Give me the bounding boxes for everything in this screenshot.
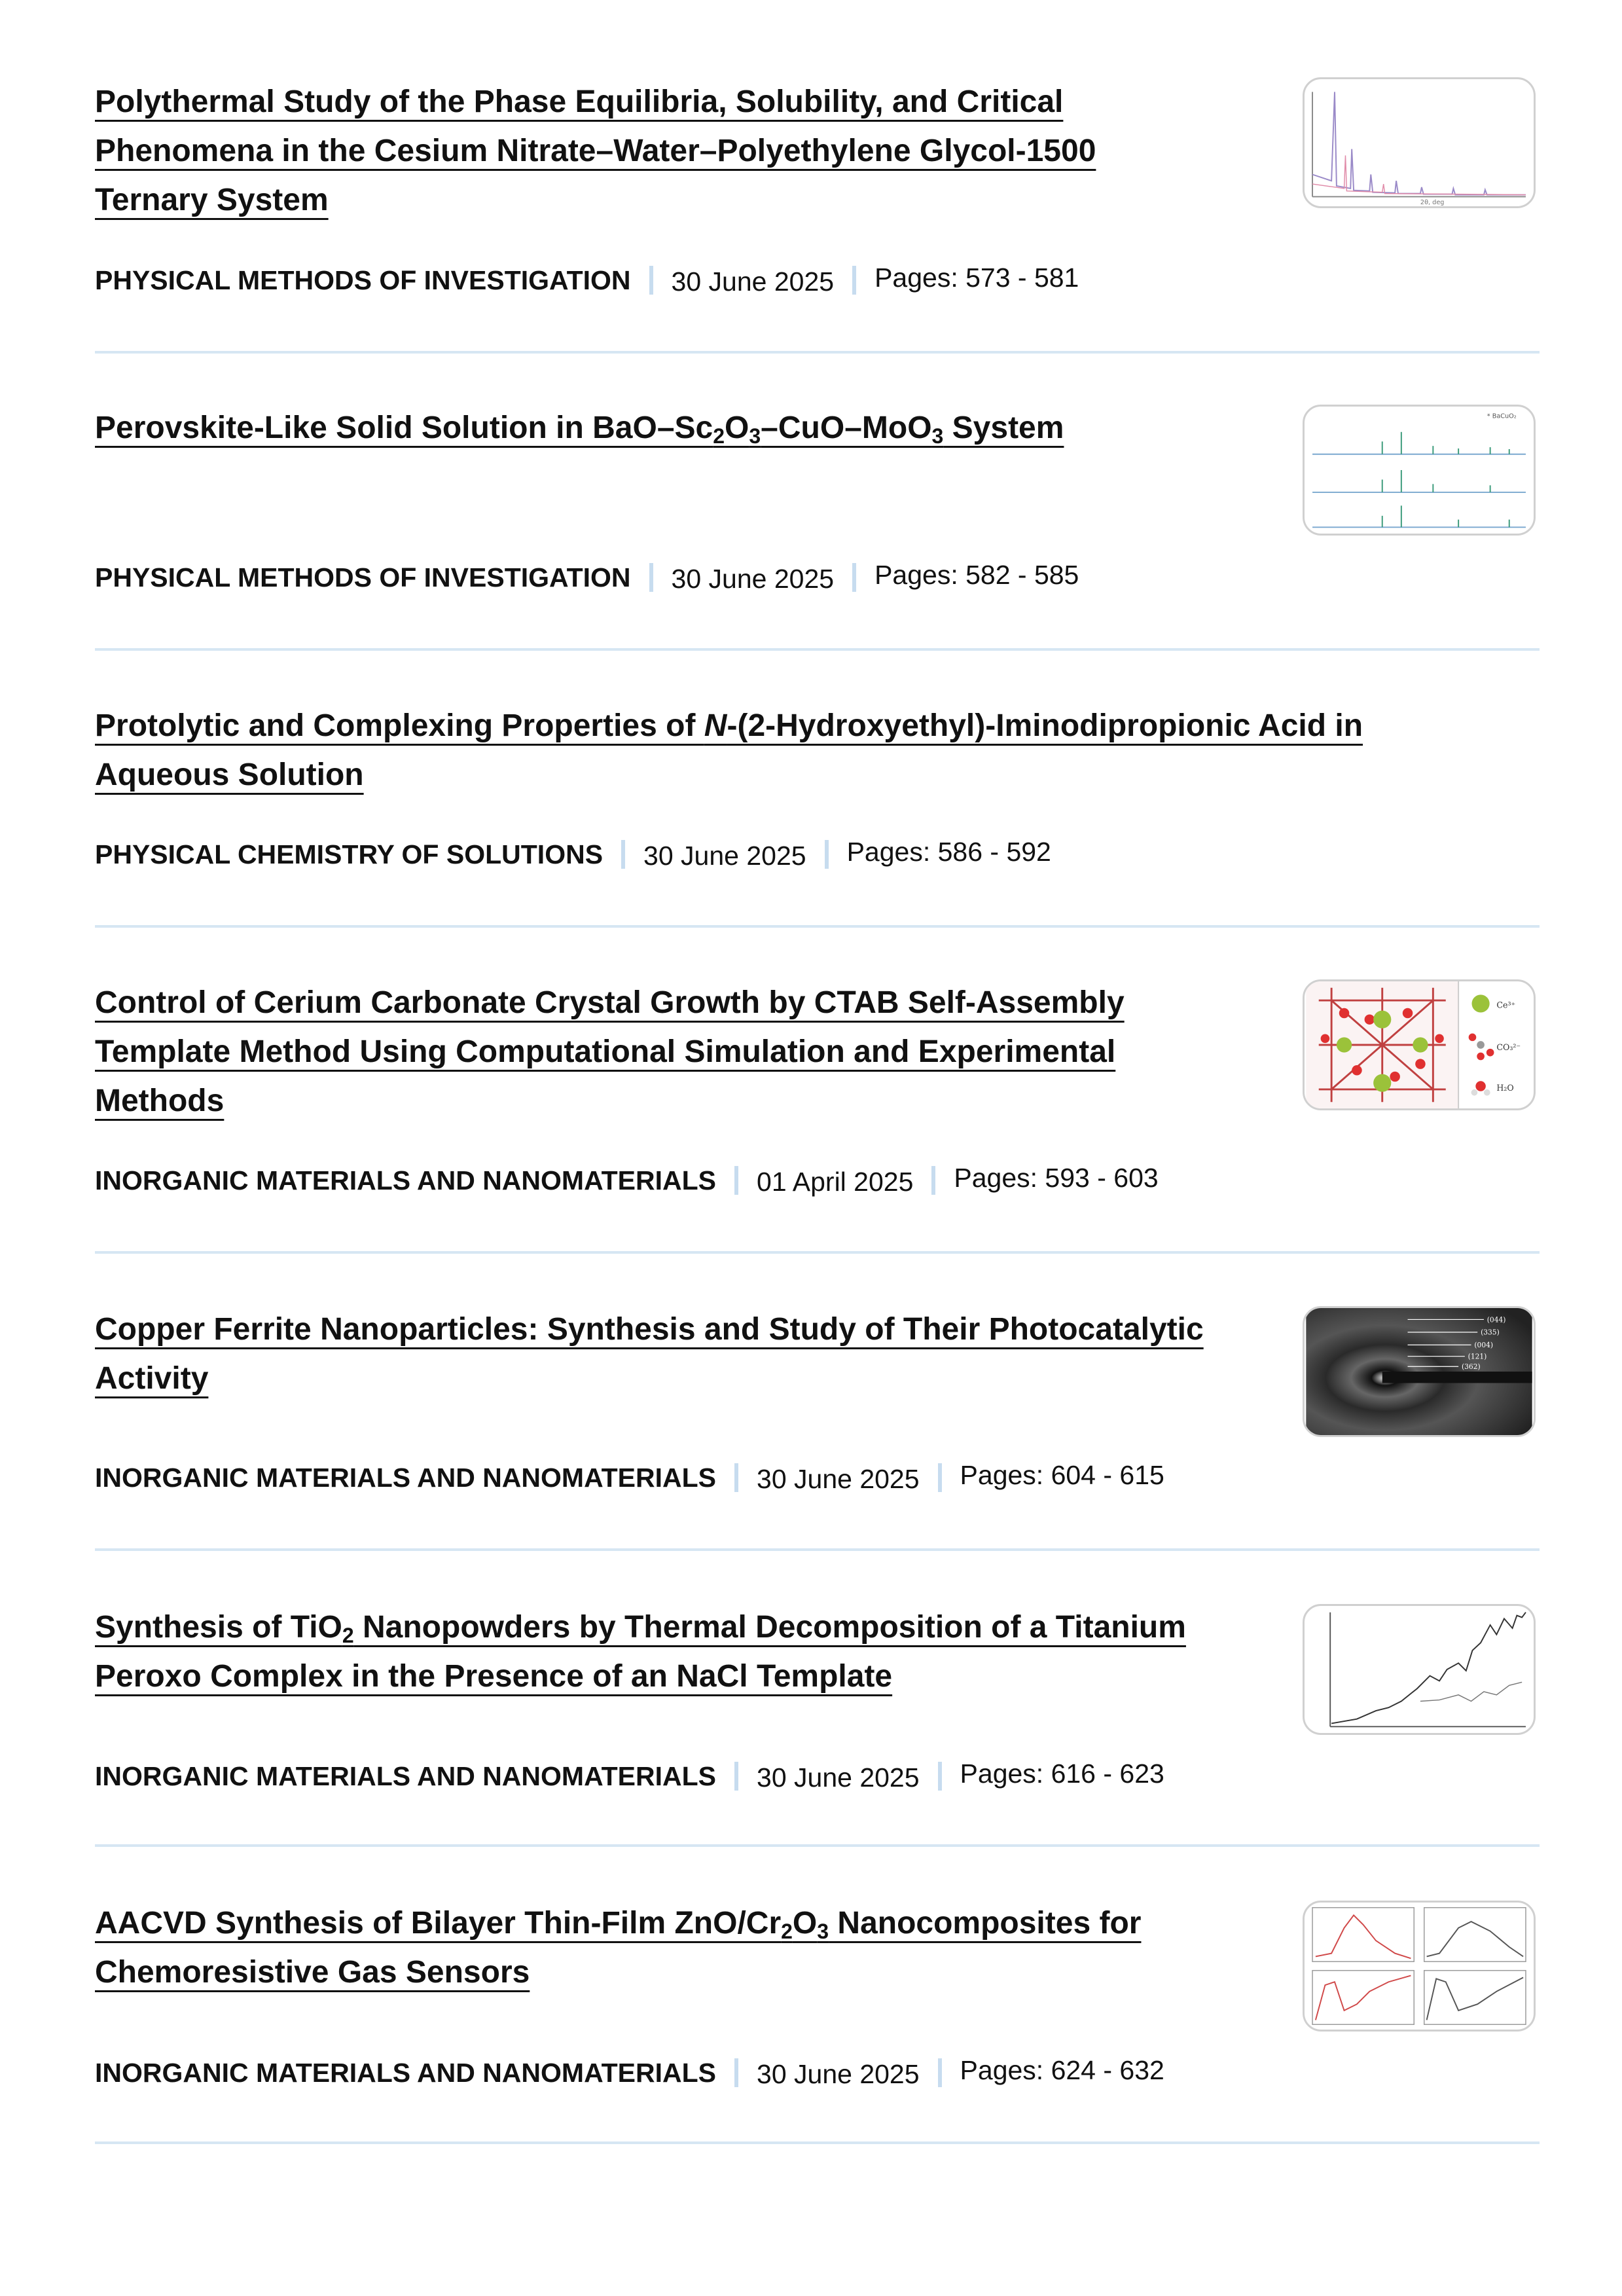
section-label[interactable]: INORGANIC MATERIALS AND NANOMATERIALS [95, 1761, 717, 1791]
article-title-text[interactable]: Synthesis of TiO$_2$ Nanopowders by Thermal Decomposition of a Titanium Peroxo Complex in the Presence of an NaCl Template [95, 1610, 1186, 1694]
article-meta [95, 264, 1079, 297]
meta-separator [938, 1463, 942, 1492]
meta-separator [938, 1762, 942, 1791]
section-label[interactable]: INORGANIC MATERIALS AND NANOMATERIALS [95, 1165, 717, 1195]
page-range: Pages: 593 - 603 [954, 1163, 1159, 1193]
article-meta [95, 2056, 1164, 2089]
article-title-text[interactable]: AACVD Synthesis of Bilayer Thin-Film ZnO/$Cr_2O_3$ Nanocomposites for Chemoresistive Gas Sensors [95, 1906, 1142, 1990]
thumb-label: (335) [1481, 1328, 1500, 1337]
diffraction-stack-image [1305, 407, 1534, 534]
article-title-text[interactable]: Protolytic and Complexing Properties of N-(2-Hydroxyethyl)-Iminodipropionic Acid in Aqueous Solution [95, 708, 1363, 792]
article-divider [95, 925, 1540, 928]
article-title-text[interactable]: Copper Ferrite Nanoparticles: Synthesis and Study of Their Photocatalytic Activity [95, 1312, 1204, 1396]
page-range: Pages: 586 - 592 [846, 837, 1051, 867]
article-title-link[interactable] [95, 1899, 1273, 1997]
meta-separator [649, 563, 653, 592]
article-divider [95, 1548, 1540, 1551]
svg-text:* BaCuO₂: * BaCuO₂ [1487, 412, 1517, 420]
xrd-pattern-thumbnail[interactable] [1303, 77, 1536, 208]
publication-date: 30 June 2025 [671, 564, 835, 594]
article-title-link[interactable] [95, 1305, 1208, 1403]
meta-separator [825, 840, 829, 869]
article-meta [95, 838, 1051, 871]
thumb-label: (362) [1461, 1362, 1481, 1372]
meta-separator [938, 2058, 942, 2087]
publication-date: 30 June 2025 [671, 266, 835, 297]
thumb-label: (044) [1487, 1315, 1506, 1324]
saed-pattern-image [1305, 1308, 1534, 1435]
article-title-link[interactable] [95, 403, 1208, 452]
meta-separator [734, 1166, 738, 1195]
thumb-label: CO₃²⁻ [1496, 1042, 1521, 1052]
page-range: Pages: 616 - 623 [960, 1758, 1164, 1789]
publication-date: 30 June 2025 [643, 841, 806, 871]
page-range: Pages: 573 - 581 [874, 263, 1079, 293]
article-title-link[interactable] [95, 1603, 1273, 1701]
publication-date: 30 June 2025 [757, 1762, 920, 1793]
section-label[interactable]: PHYSICAL CHEMISTRY OF SOLUTIONS [95, 839, 604, 869]
section-label[interactable]: PHYSICAL METHODS OF INVESTIGATION [95, 562, 631, 592]
article-meta [95, 561, 1079, 594]
publication-date: 30 June 2025 [757, 2059, 920, 2089]
saed-pattern-thumbnail[interactable] [1303, 1306, 1536, 1437]
section-label[interactable]: INORGANIC MATERIALS AND NANOMATERIALS [95, 1463, 717, 1493]
section-label[interactable]: PHYSICAL METHODS OF INVESTIGATION [95, 265, 631, 295]
article-title-link[interactable] [95, 701, 1469, 799]
meta-separator [852, 563, 856, 592]
page-range: Pages: 582 - 585 [874, 560, 1079, 590]
page-range: Pages: 604 - 615 [960, 1460, 1164, 1490]
article-title-link[interactable] [95, 77, 1208, 225]
article-title-text[interactable]: Polythermal Study of the Phase Equilibria, Solubility, and Critical Phenomena in the Cesium Nitrate–Water–Polyethylene Glycol-1500 Ternary System [95, 84, 1096, 217]
thumb-label: Ce³⁺ [1496, 1000, 1516, 1010]
article-meta [95, 1760, 1164, 1793]
thumb-label: H₂O [1496, 1082, 1514, 1093]
meta-separator [852, 266, 856, 295]
article-divider [95, 648, 1540, 651]
crystal-structure-image [1305, 981, 1534, 1108]
diffraction-stack-thumbnail[interactable] [1303, 405, 1536, 536]
sensor-response-image [1305, 1903, 1534, 2030]
article-meta [95, 1461, 1164, 1494]
svg-text:2θ, deg: 2θ, deg [1420, 199, 1445, 206]
article-meta [95, 1164, 1159, 1197]
meta-separator [734, 2058, 738, 2087]
crystal-structure-thumbnail[interactable] [1303, 979, 1536, 1110]
section-label[interactable]: INORGANIC MATERIALS AND NANOMATERIALS [95, 2058, 717, 2088]
thumb-label: (004) [1474, 1341, 1494, 1350]
page-range: Pages: 624 - 632 [960, 2055, 1164, 2085]
publication-date: 01 April 2025 [757, 1167, 914, 1197]
ir-spectrum-image [1305, 1606, 1534, 1733]
article-divider [95, 1251, 1540, 1254]
ir-spectrum-thumbnail[interactable] [1303, 1604, 1536, 1735]
meta-separator [621, 840, 625, 869]
article-title-text[interactable]: Control of Cerium Carbonate Crystal Growth by CTAB Self-Assembly Template Method Using Computational Simulation and Experimental Methods [95, 985, 1125, 1118]
article-divider [95, 1844, 1540, 1847]
xrd-pattern-image [1305, 79, 1534, 206]
publication-date: 30 June 2025 [757, 1464, 920, 1494]
article-divider [95, 351, 1540, 354]
thumb-label: (121) [1468, 1352, 1487, 1361]
article-title-link[interactable] [95, 978, 1208, 1125]
meta-separator [734, 1762, 738, 1791]
sensor-response-thumbnail[interactable] [1303, 1901, 1536, 2032]
article-divider [95, 2141, 1540, 2144]
meta-separator [931, 1166, 935, 1195]
article-title-text[interactable]: Perovskite-Like Solid Solution in BaO–$Sc_2O_3-CuO-MoO_3$ System [95, 410, 1064, 448]
meta-separator [734, 1463, 738, 1492]
meta-separator [649, 266, 653, 295]
